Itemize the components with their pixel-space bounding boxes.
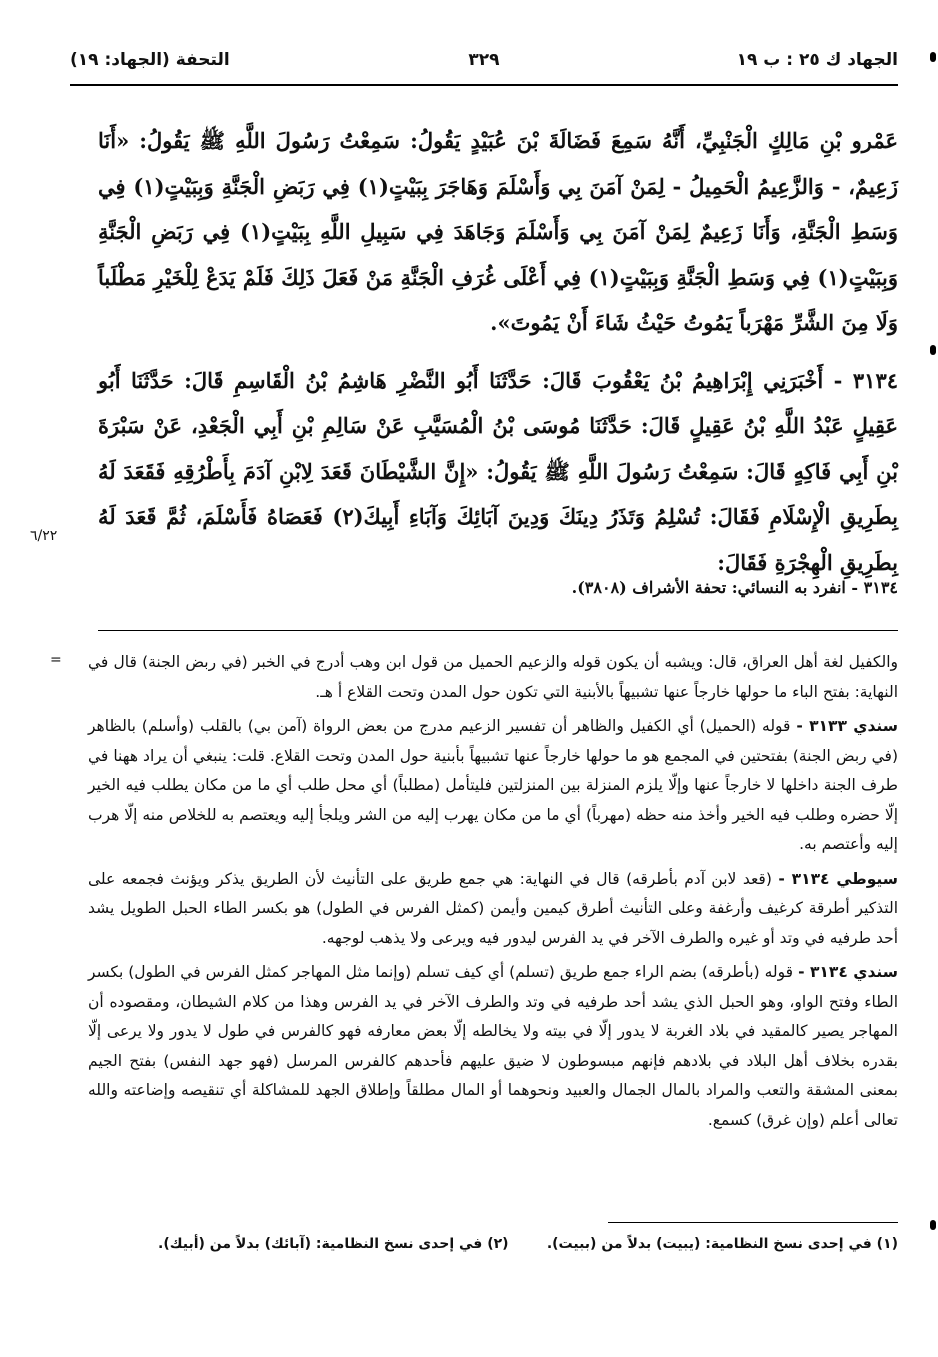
hadith-3134-number: ٣١٣٤ - bbox=[833, 367, 899, 393]
tuhfa-reference: التحفة (الجهاد: ١٩) bbox=[70, 50, 230, 70]
chapter-reference: الجهاد ك ٢٥ : ب ١٩ bbox=[736, 50, 898, 70]
commentary-source-label: سيوطي ٣١٣٤ - bbox=[778, 869, 898, 888]
commentary-source-label: سندي ٣١٣٤ - bbox=[798, 963, 898, 981]
footnote-divider bbox=[608, 1222, 898, 1223]
commentary bbox=[88, 648, 898, 1140]
hadith-text bbox=[98, 118, 898, 585]
hadith-3133-text: عَمْرو بْنِ مَالِكٍ الْجَنْبِيِّ، أَنَّهُ سَمِعَ فَضَالَةَ بْنَ عُبَيْدٍ يَقُولُ: سَمِعْتُ رَسُولَ اللَّهِ ﷺ يَقُولُ: «أَنَا زَعِيمٌ، - وَالزَّعِيمُ الْحَمِيلُ - لِمَنْ آمَنَ بِي وَأَسْلَمَ وَهَاجَرَ بِبَيْتٍ(١) فِي رَبَضِ الْجَنَّةِ وَبِبَيْتٍ(١) فِي وَسَطِ الْجَنَّةِ، وَأَنَا زَعِيمٌ لِمَنْ آمَنَ بِي وَأَسْلَمَ وَجَاهَدَ فِي سَبِيلِ اللَّهِ بِبَيْتٍ(١) فِي رَبَضِ الْجَنَّةِ وَبِبَيْتٍ(١) فِي وَسَطِ الْجَنَّةِ وَبِبَيْتٍ(١) فِي أَعْلَى غُرَفِ الْجَنَّةِ مَنْ فَعَلَ ذَلِكَ فَلَمْ يَدَعْ لِلْخَيْرِ مَطْلَباً وَلَا مِنَ الشَّرِّ مَهْرَباً يَمُوتُ حَيْثُ شَاءَ أَنْ يَمُوتَ». bbox=[98, 128, 898, 335]
footnotes bbox=[98, 1236, 898, 1262]
margin-page-reference: ٦/٢٢ bbox=[30, 528, 58, 544]
margin-dot-top bbox=[930, 52, 936, 62]
commentary-paragraph: سندي ٣١٣٤ - قوله (بأطرقه) بضم الراء جمع طريق (تسلم) أي كيف تسلم (وإنما مثل المهاجر كمثل الفرس في الطول) بكسر الطاء وفتح الواو، وهو الحبل الذي يشد أحد طرفيه في وتد والطرف الآخر في يد الفرس وهذا من كلام الشيطان، ومقصوده أن المهاجر يصير كالمقيد في بلاد الغربة لا يدور إلّا في بيته ولا يخالطه إلّا بعض معارفه فهو كالفرس في طول لا يدور ولا يرعى إلّا بقدره بخلاف أهل البلاد في بلادهم فإنهم مبسوطون لا ضيق عليهم فأحدهم كالفرس المرسل (فهو جهد النفس) بفتح الجيم بمعنى المشقة والتعب والمراد بالمال الجمال والعبيد ونحوهما أو المال مطلقاً وإطلاق الجهد للمشاكلة أي تنقيصه وإضاعته والله تعالى أعلم (وإن غرق) كسمع. bbox=[88, 963, 898, 1129]
commentary-source-label: سندي ٣١٣٣ - bbox=[796, 717, 898, 735]
commentary-divider bbox=[98, 630, 898, 631]
takhrij-note: ٣١٣٤ - انفرد به النسائي: تحفة الأشراف (٣٨٠٨). bbox=[571, 578, 898, 597]
commentary-paragraph: سندي ٣١٣٣ - قوله (الحميل) أي الكفيل والظاهر أن تفسير الزعيم مدرج من بعض الرواة (آمن بي) بالقلب (وأسلم) بالظاهر (في ربض الجنة) بفتحتين في المجمع هو ما حولها خارجاً عنها تشبيهاً بأبنية حول المدن وتحت القلاع. قلت: ينبغي أن يراد ههنا في طرف الجنة داخلها لا خارجاً عنها وإلّا يلزم المنزلة بين المنزلتين فليتأمل (مطلباً) أي محل طلب أي ما من مكان يطلب فيه الخير إلّا حضره وطلب فيه الخير وأخذ منه حظه (مهرباً) أي ما من مكان يهرب إليه من الشر ويلجأ إليه ويعتصم به للخلاص منه إلّا هرب إليه وأعتصم به. bbox=[88, 717, 898, 853]
continuation-mark: = bbox=[50, 652, 62, 668]
commentary-paragraph: سيوطي ٣١٣٤ - (قعد لابن آدم بأطرقه) قال في النهاية: هي جمع طريق على التأنيث لأن الطريق يذكر ويؤنث فجمعه على التذكير أطرقة كرغيف وأرغفة وعلى التأنيث أطرق كيمين وأيمن (كمثل الفرس في الطول) هو بكسر الطاء الحبل الطويل يشد أحد طرفيه في وتد أو غيره والطرف الآخر في يد الفرس ليدور فيه ويرعى ولا يذهب لوجهه. bbox=[88, 869, 898, 947]
hadith-3133 bbox=[98, 118, 898, 346]
margin-dot-middle bbox=[930, 345, 936, 355]
running-header bbox=[70, 50, 898, 80]
margin-dot-bottom bbox=[930, 1220, 936, 1230]
page-number: ٣٢٩ bbox=[468, 50, 500, 70]
header-divider bbox=[70, 84, 898, 86]
hadith-3134 bbox=[98, 358, 898, 586]
footnote-2: (٢) في إحدى نسخ النظامية: (آبائك) بدلاً من (أبيك). bbox=[158, 1236, 509, 1252]
footnote-1: (١) في إحدى نسخ النظامية: (يبيت) بدلاً من (ببيت). bbox=[546, 1236, 898, 1252]
commentary-paragraph: والكفيل لغة أهل العراق، قال: ويشبه أن يكون قوله والزعيم الحميل من قول ابن وهب أدرج في الخبر (في ربض الجنة) قال في النهاية: بفتح الباء ما حولها خارجاً عنها تشبيهاً بالأبنية التي تكون حول المدن وتحت القلاع أ هـ. bbox=[88, 653, 898, 701]
hadith-3134-text: أَخْبَرَنِي إِبْرَاهِيمُ بْنُ يَعْقُوبَ قَالَ: حَدَّثَنَا أَبُو النَّضْرِ هَاشِمُ بْنُ الْقَاسِمِ قَالَ: حَدَّثَنَا أَبُو عَقِيلٍ عَبْدُ اللَّهِ بْنُ عَقِيلٍ قَالَ: حَدَّثَنَا مُوسَى بْنُ الْمُسَيَّبِ عَنْ سَالِمِ بْنِ أَبِي الْجَعْدِ، عَنْ سَبْرَةَ بْنِ أَبِي فَاكِهٍ قَالَ: سَمِعْتُ رَسُولَ اللَّهِ ﷺ يَقُولُ: «إِنَّ الشَّيْطَانَ قَعَدَ لِابْنِ آدَمَ بِأَطْرُقِهِ فَقَعَدَ لَهُ بِطَرِيقِ الْإِسْلَامِ فَقَالَ: تُسْلِمُ وَتَذَرُ دِينَكَ وَدِينَ آبَائِكَ وَآبَاءِ أَبِيكَ(٢) فَعَصَاهُ فَأَسْلَمَ، ثُمَّ قَعَدَ لَهُ بِطَرِيقِ الْهِجْرَةِ فَقَالَ: bbox=[98, 367, 898, 575]
